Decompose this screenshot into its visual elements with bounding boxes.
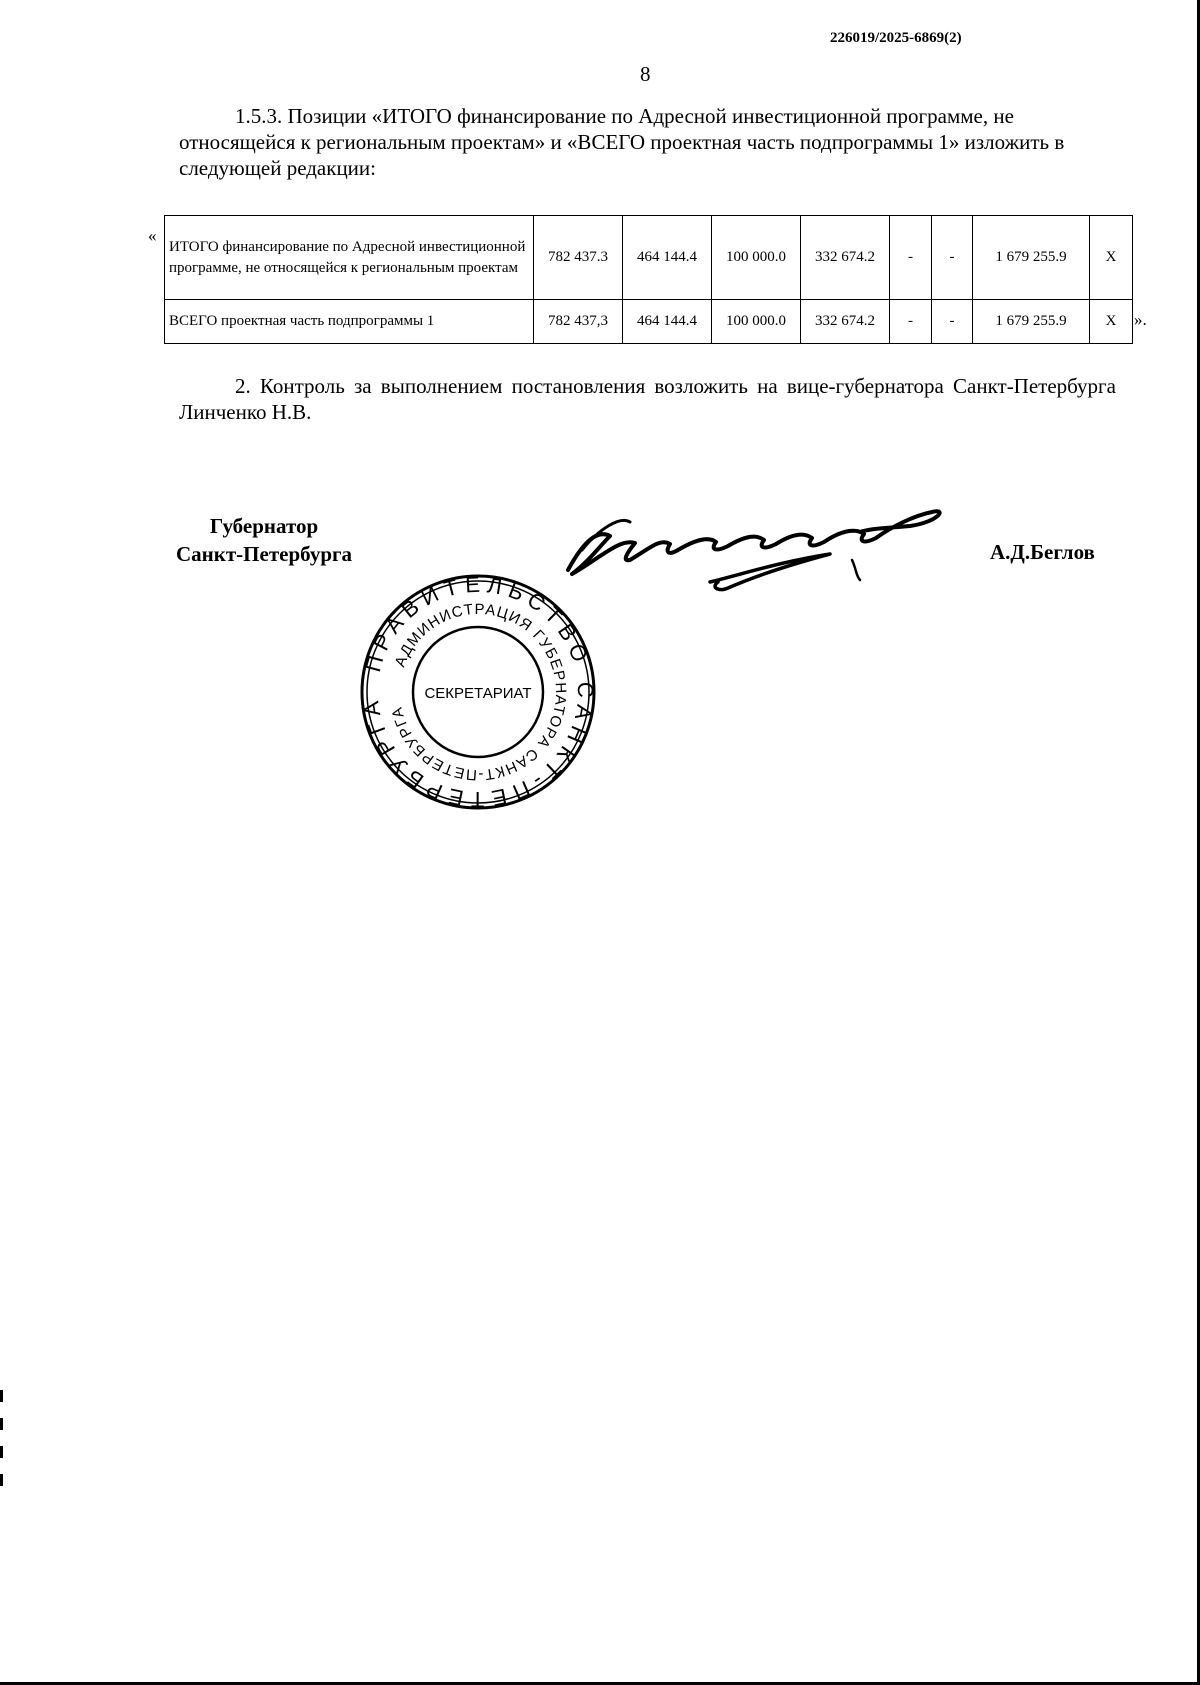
table-quote-open: « <box>148 226 157 245</box>
table-row <box>165 300 1133 344</box>
paragraph-amendment <box>179 103 1116 181</box>
signatory-title-line: Санкт-Петербурга <box>176 542 353 566</box>
table-cell: - <box>890 300 932 344</box>
signatory-title <box>176 512 352 568</box>
paragraph-control <box>179 373 1116 425</box>
table-cell: 464 144.4 <box>623 216 712 300</box>
row-label: ВСЕГО проектная часть подпрограммы 1 <box>165 300 534 344</box>
table-cell: - <box>890 216 932 300</box>
document-number: 226019/2025-6869(2) <box>830 30 962 46</box>
table-row <box>165 216 1133 300</box>
table-cell-mark: Х <box>1090 300 1133 344</box>
table-cell-mark: Х <box>1090 216 1133 300</box>
table-quote-close: ». <box>1134 310 1147 329</box>
table-cell: 782 437.3 <box>534 216 623 300</box>
signatory-title-line: Губернатор <box>209 514 319 538</box>
table-cell: 100 000.0 <box>712 300 801 344</box>
handwritten-signature <box>560 488 950 598</box>
table-cell: 464 144.4 <box>623 300 712 344</box>
seal-outer-text: ПРАВИТЕЛЬСТВО САНКТ-ПЕТЕРБУРГА <box>358 572 598 812</box>
official-seal <box>358 572 598 812</box>
table-cell: 332 674.2 <box>801 300 890 344</box>
paragraph-control-text: 2. Контроль за выполнением постановления возложить на вице-губернатора Санкт-Петербурга Линченко Н.В. <box>179 374 1116 424</box>
seal-center-text: СЕКРЕТАРИАТ <box>424 685 532 702</box>
page-number: 8 <box>640 62 651 86</box>
financing-table <box>164 215 1133 344</box>
table-cell: - <box>932 300 973 344</box>
table-cell-total: 1 679 255.9 <box>973 216 1090 300</box>
paragraph-amendment-text: 1.5.3. Позиции «ИТОГО финансирование по Адресной инвестиционной программе, не относящейся к региональным проектам» и «ВСЕГО проектная часть подпрограммы 1» изложить в следующей редакции: <box>179 104 1065 180</box>
signatory-name: А.Д.Беглов <box>990 540 1095 564</box>
seal-inner-text: АДМИНИСТРАЦИЯ ГУБЕРНАТОРА САНКТ-ПЕТЕРБУРГА <box>388 600 570 784</box>
table-cell-total: 1 679 255.9 <box>973 300 1090 344</box>
left-margin-marks <box>0 1390 3 1500</box>
table-cell: 332 674.2 <box>801 216 890 300</box>
row-label: ИТОГО финансирование по Адресной инвестиционной программе, не относящейся к региональным проектам <box>165 216 534 300</box>
table-cell: 782 437,3 <box>534 300 623 344</box>
table-cell: 100 000.0 <box>712 216 801 300</box>
table-cell: - <box>932 216 973 300</box>
